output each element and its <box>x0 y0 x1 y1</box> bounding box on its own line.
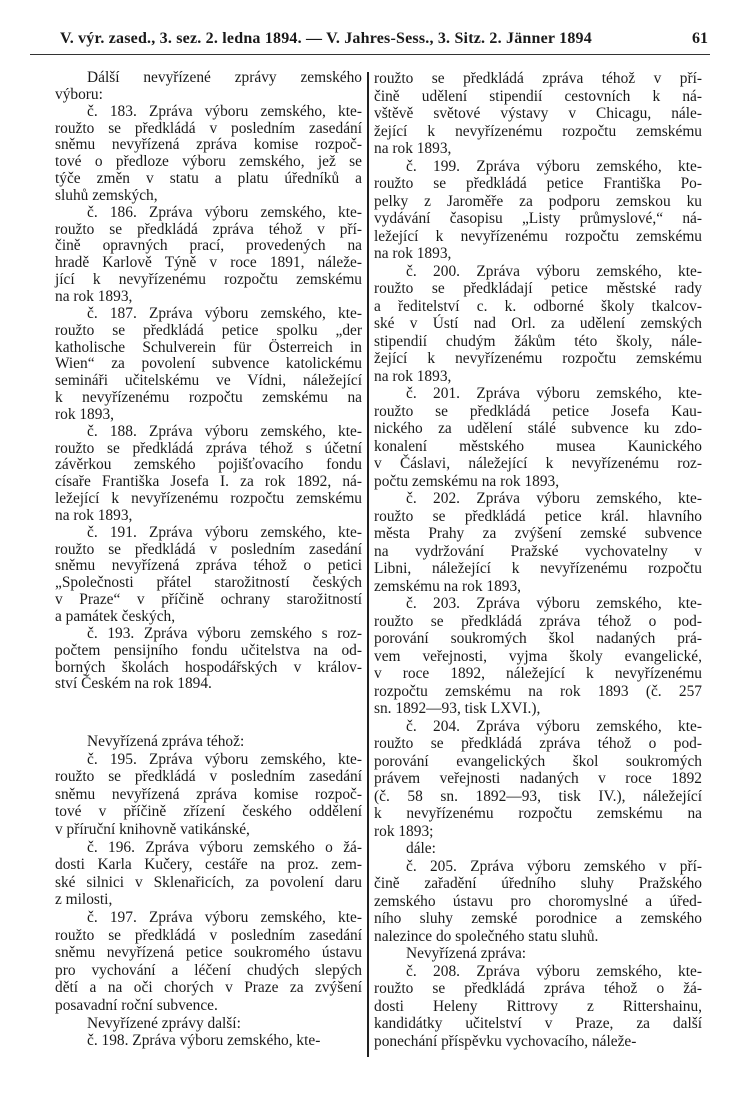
paragraph <box>55 1015 362 1033</box>
text-line: č. 197. Zpráva výboru zemského, kte- <box>87 908 362 926</box>
paragraph <box>374 595 702 718</box>
text-line: Dálší nevyřízené zprávy zemského <box>87 69 362 86</box>
text-line: dále: <box>406 840 436 857</box>
text-line: (č. 58 sn. 1892—93, tisk IV.), náležející <box>374 787 702 805</box>
text-line: města Prahy za zvýšení zemské subvence <box>374 525 702 542</box>
text-line: ství Českém na rok 1894. <box>55 675 212 693</box>
paragraph <box>374 858 702 946</box>
text-line: katholische Schulverein für Österreich in <box>55 338 362 356</box>
paragraph <box>55 733 362 751</box>
paragraph <box>374 70 702 158</box>
text-line: císaře Františka Josefa I. za rok 1892, ná- <box>55 473 362 491</box>
text-line: k nevyřízenému rozpočtu zemskému na <box>55 389 362 407</box>
text-line: ské silnici v Sklenařicích, za povolení daru <box>55 873 362 891</box>
text-line: počtu zemskému na rok 1893, <box>374 472 560 490</box>
text-line: tové v příčině zřízení českého oddělení <box>55 803 362 821</box>
text-line: vydávání časopisu „Listy průmyslové,“ ná- <box>374 210 702 227</box>
text-line: Nevyřízená zpráva téhož: <box>87 733 245 750</box>
text-line: ležející k nevyřízenému rozpočtu zemskému <box>55 490 362 508</box>
text-line: roužto se předkládá zpráva téhož s účetní <box>55 439 362 457</box>
text-line: žející k nevyřízenému rozpočtu zemskému <box>374 122 702 140</box>
text-line: výboru: <box>55 85 103 103</box>
text-line: č. 187. Zpráva výboru zemského, kte- <box>87 304 362 322</box>
text-line: v Čáslavi, náležející k nevyřízenému roz- <box>374 455 702 472</box>
text-line: roužto se předkládá v posledním zasedání <box>55 926 362 944</box>
text-line: v roce 1892, náležející k nevyřízenému <box>374 665 702 682</box>
text-line: roužto se předkládá v posledním zasedání <box>55 119 362 137</box>
text-line: vštěvě světové výstavy v Chicagu, nále- <box>374 105 702 122</box>
paragraph <box>374 385 702 490</box>
text-line: č. 196. Zpráva výboru zemského o žá- <box>87 838 362 856</box>
paragraph <box>55 104 362 205</box>
text-line: sněmu nevyřízená zpráva téhož o petici <box>55 557 362 575</box>
paragraph <box>55 1032 362 1050</box>
column-divider <box>367 72 369 1057</box>
paragraph <box>374 158 702 263</box>
paragraph <box>55 205 362 306</box>
text-line: porování soukromých škol nadaných prá- <box>374 630 702 647</box>
text-line: stipendií chudým žákům této školy, nále- <box>374 332 702 350</box>
text-line: zemskému na rok 1893, <box>374 577 522 595</box>
text-line: týče změn v statu a platu úředníků a <box>55 170 362 188</box>
text-line: na vydržování Pražské vychovatelny v <box>374 542 702 560</box>
text-line: a ředitelství c. k. odborné školy tkalcov- <box>374 297 702 315</box>
paragraph <box>374 963 702 1051</box>
text-line: sn. 1892—93, tisk LXVI.), <box>374 700 541 717</box>
text-line: roužto se předkládá zpráva téhož o pod- <box>374 735 702 752</box>
text-line: v Praze“ v příčině ochrany starožitností <box>55 591 362 609</box>
text-line: čině opravných prací, provedených na <box>55 237 362 255</box>
header-title: V. výr. zased., 3. sez. 2. ledna 1894. — V. Jahres-Sess., 3. Sitz. 2. Jänner 1894 <box>60 30 592 47</box>
text-line: čině zařadění úředního sluhy Pražského <box>374 875 702 892</box>
text-line: závěrkou zemského pojišťovacího fondu <box>55 456 362 474</box>
text-line: sluhů zemských, <box>55 186 158 204</box>
text-line: dosti Karla Kučery, cestáře na proz. zem- <box>55 856 362 874</box>
text-line: sněmu nevyřízená petice soukromého ústavu <box>55 944 362 962</box>
text-line: č. 205. Zpráva výboru zemského v pří- <box>406 857 702 875</box>
text-line: ležející k nevyřízenému rozpočtu zemskému <box>374 227 702 245</box>
text-line: č. 193. Zpráva výboru zemského s roz- <box>87 624 362 642</box>
paragraph <box>55 626 362 693</box>
text-line: č. 202. Zpráva výboru zemského, kte- <box>406 490 702 507</box>
paragraph <box>374 263 702 386</box>
text-line: a památek českých, <box>55 608 176 625</box>
text-line: ské v Ústí nad Orl. za udělení zemských <box>374 315 702 332</box>
paragraph <box>374 945 702 963</box>
text-line: počtem pensijního fondu učitelstva na od- <box>55 641 362 659</box>
text-line: Libni, náležející k nevyřízenému rozpočtu <box>374 560 702 577</box>
text-line: nalezince do společného statu sluhů. <box>374 927 599 945</box>
text-line: pelky z Jaroměře za podporu zemskou ku <box>374 192 702 210</box>
text-line: vem veřejnosti, vyjma školy evangelické, <box>374 647 702 665</box>
paragraph <box>374 490 702 595</box>
text-line: Wien“ za povolení subvence katolickému <box>55 355 362 373</box>
text-line: kandidátky učitelství v Praze, za další <box>374 1015 702 1032</box>
text-line: roužto se předkládají petice městské rady <box>374 280 702 297</box>
header-rule <box>30 54 710 55</box>
text-line: č. 186. Zpráva výboru zemského, kte- <box>87 203 362 221</box>
paragraph <box>55 909 362 1015</box>
text-line: dosti Heleny Rittrovy z Rittershainu, <box>374 997 702 1015</box>
text-line: na rok 1893, <box>374 245 452 262</box>
text-line: semináři učitelskému ve Vídni, náležející <box>55 372 362 390</box>
text-line: č. 188. Zpráva výboru zemského, kte- <box>87 422 362 440</box>
text-line: konalení městského musea Kaunického <box>374 437 702 455</box>
paragraph <box>55 306 362 424</box>
text-line: roužto se předkládá zpráva téhož o žá- <box>374 980 702 997</box>
text-line: č. 200. Zpráva výboru zemského, kte- <box>406 262 702 280</box>
text-section <box>374 70 702 1050</box>
text-line: právem veřejnosti nadaných v roce 1892 <box>374 770 702 787</box>
text-line: roužto se předkládá zpráva téhož o pod- <box>374 612 702 630</box>
text-line: na rok 1893, <box>374 140 452 157</box>
text-line: č. 195. Zpráva výboru zemského, kte- <box>87 750 362 768</box>
text-line: na rok 1893, <box>55 506 133 524</box>
text-line: z milosti, <box>55 891 113 909</box>
text-line: č. 201. Zpráva výboru zemského, kte- <box>406 385 702 402</box>
text-section <box>55 733 362 1050</box>
text-line: roužto se předkládá petice Josefa Kau- <box>374 402 702 420</box>
text-line: roužto se předkládá v posledním zasedání <box>55 540 362 558</box>
text-line: č. 204. Zpráva výboru zemského, kte- <box>406 717 702 735</box>
text-line: roužto se předkládá zpráva téhož v pří- <box>374 70 702 87</box>
text-line: „Společnosti přátel starožitností českých <box>55 574 362 592</box>
paragraph <box>374 840 702 858</box>
paragraph <box>55 751 362 839</box>
text-line: pro vychování a léčení chudých slepých <box>55 961 362 979</box>
paragraph <box>55 525 362 626</box>
text-line: rozpočtu zemskému na rok 1893 (č. 257 <box>374 682 702 700</box>
text-line: hradě Karlově Týně v roce 1891, náleže- <box>55 254 362 272</box>
text-line: rok 1893; <box>374 822 434 840</box>
text-line: borných školách hospodářských v králov- <box>55 658 362 676</box>
paragraph <box>55 70 362 104</box>
paragraph <box>55 424 362 525</box>
text-line: roužto se předkládá v posledním zasedání <box>55 768 362 786</box>
text-line: Nevyřízené zprávy další: <box>87 1014 241 1032</box>
text-line: na rok 1893, <box>55 287 133 305</box>
text-line: rok 1893, <box>55 405 114 423</box>
text-line: Nevyřízená zpráva: <box>406 945 527 962</box>
text-line: žející k nevyřízenému rozpočtu zemskému <box>374 350 702 367</box>
text-line: porování evangelických škol soukromých <box>374 752 702 770</box>
text-line: nického za udělení stálé subvence ku zdo- <box>374 420 702 437</box>
text-line: posavadní roční subvence. <box>55 996 218 1014</box>
text-line: v příruční knihovně vatikánské, <box>55 820 250 838</box>
text-line: čině udělení stipendií cestovních k ná- <box>374 87 702 105</box>
text-section <box>55 70 362 693</box>
text-line: č. 203. Zpráva výboru zemského, kte- <box>406 595 702 612</box>
text-line: na rok 1893, <box>374 367 452 385</box>
text-line: č. 198. Zpráva výboru zemského, kte- <box>87 1032 321 1050</box>
text-line: tové o předloze výboru zemského, jež se <box>55 153 362 171</box>
text-line: č. 208. Zpráva výboru zemského, kte- <box>406 962 702 980</box>
text-line: sněmu nevyřízená zpráva komise rozpoč- <box>55 785 362 803</box>
paragraph <box>55 839 362 909</box>
text-line: roužto se předkládá petice spolku „der <box>55 321 362 339</box>
text-line: jící k nevyřízenému rozpočtu zemskému <box>55 271 362 289</box>
text-line: roužto se předkládá petice Františka Po- <box>374 175 702 192</box>
text-line: dětí a na oči chorých v Praze za zvýšení <box>55 979 362 997</box>
text-line: roužto se předkládá zpráva téhož v pří- <box>55 220 362 238</box>
text-line: sněmu nevyřízená zpráva komise rozpoč- <box>55 136 362 154</box>
paragraph <box>374 718 702 841</box>
text-line: ponechání příspěvku vychovacího, náleže- <box>374 1032 637 1050</box>
text-line: č. 199. Zpráva výboru zemského, kte- <box>406 157 702 175</box>
text-line: č. 183. Zpráva výboru zemského, kte- <box>87 102 362 120</box>
text-line: k nevyřízenému rozpočtu zemskému na <box>374 805 702 822</box>
text-line: ního sluhy zemské porodnice a zemského <box>374 910 702 927</box>
running-header <box>60 30 708 52</box>
text-line: č. 191. Zpráva výboru zemského, kte- <box>87 523 362 541</box>
text-line: zemského ústavu pro choromyslné a úřed- <box>374 892 702 910</box>
text-line: roužto se předkládá petice král. hlavního <box>374 507 702 525</box>
page-number: 61 <box>692 30 708 47</box>
